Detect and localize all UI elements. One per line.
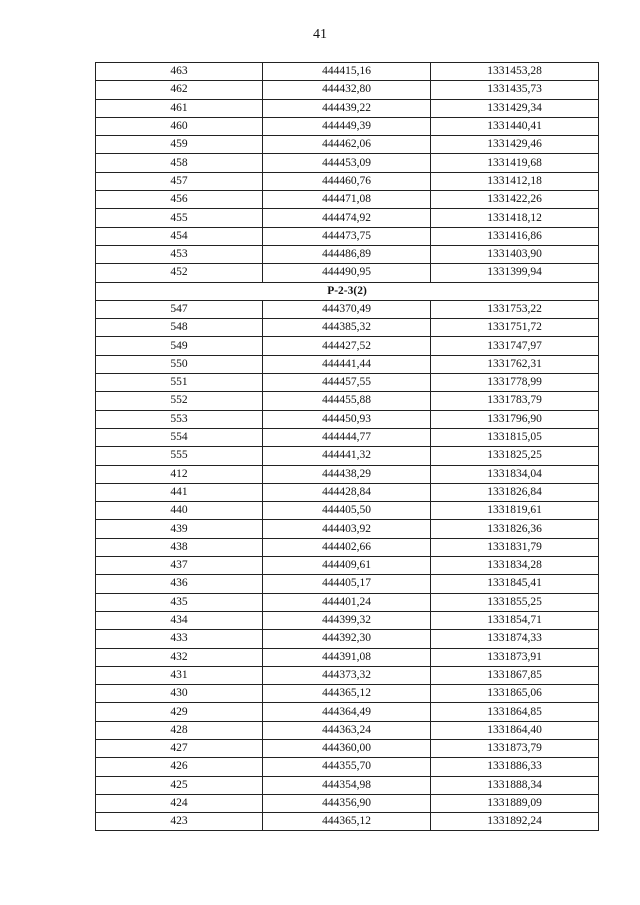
y-coordinate-cell: 1331864,85 bbox=[431, 703, 599, 721]
y-coordinate-cell: 1331854,71 bbox=[431, 611, 599, 629]
point-number-cell: 462 bbox=[96, 81, 263, 99]
point-number-cell: 550 bbox=[96, 355, 263, 373]
y-coordinate-cell: 1331892,24 bbox=[431, 813, 599, 831]
point-number-cell: 460 bbox=[96, 117, 263, 135]
x-coordinate-cell: 444473,75 bbox=[263, 227, 431, 245]
x-coordinate-cell: 444391,08 bbox=[263, 648, 431, 666]
table-row bbox=[96, 739, 599, 757]
y-coordinate-cell: 1331867,85 bbox=[431, 666, 599, 684]
y-coordinate-cell: 1331453,28 bbox=[431, 63, 599, 81]
x-coordinate-cell: 444403,92 bbox=[263, 520, 431, 538]
point-number-cell: 438 bbox=[96, 538, 263, 556]
y-coordinate-cell: 1331440,41 bbox=[431, 117, 599, 135]
point-number-cell: 431 bbox=[96, 666, 263, 684]
x-coordinate-cell: 444474,92 bbox=[263, 209, 431, 227]
point-number-cell: 456 bbox=[96, 191, 263, 209]
table-row bbox=[96, 557, 599, 575]
y-coordinate-cell: 1331815,05 bbox=[431, 428, 599, 446]
y-coordinate-cell: 1331834,28 bbox=[431, 557, 599, 575]
point-number-cell: 547 bbox=[96, 300, 263, 318]
table-row bbox=[96, 355, 599, 373]
y-coordinate-cell: 1331831,79 bbox=[431, 538, 599, 556]
x-coordinate-cell: 444444,77 bbox=[263, 428, 431, 446]
point-number-cell: 458 bbox=[96, 154, 263, 172]
x-coordinate-cell: 444462,06 bbox=[263, 136, 431, 154]
x-coordinate-cell: 444355,70 bbox=[263, 758, 431, 776]
x-coordinate-cell: 444439,22 bbox=[263, 99, 431, 117]
table-row bbox=[96, 611, 599, 629]
table-row bbox=[96, 154, 599, 172]
table-row bbox=[96, 392, 599, 410]
table-row bbox=[96, 776, 599, 794]
x-coordinate-cell: 444373,32 bbox=[263, 666, 431, 684]
y-coordinate-cell: 1331873,79 bbox=[431, 739, 599, 757]
x-coordinate-cell: 444365,12 bbox=[263, 813, 431, 831]
y-coordinate-cell: 1331751,72 bbox=[431, 319, 599, 337]
x-coordinate-cell: 444401,24 bbox=[263, 593, 431, 611]
table-row bbox=[96, 428, 599, 446]
point-number-cell: 452 bbox=[96, 264, 263, 282]
point-number-cell: 457 bbox=[96, 172, 263, 190]
point-number-cell: 426 bbox=[96, 758, 263, 776]
table-row bbox=[96, 191, 599, 209]
y-coordinate-cell: 1331819,61 bbox=[431, 502, 599, 520]
x-coordinate-cell: 444427,52 bbox=[263, 337, 431, 355]
table-row bbox=[96, 172, 599, 190]
table-row bbox=[96, 227, 599, 245]
table-row bbox=[96, 685, 599, 703]
point-number-cell: 429 bbox=[96, 703, 263, 721]
point-number-cell: 435 bbox=[96, 593, 263, 611]
table-row bbox=[96, 703, 599, 721]
x-coordinate-cell: 444460,76 bbox=[263, 172, 431, 190]
x-coordinate-cell: 444385,32 bbox=[263, 319, 431, 337]
section-title: Р-2-3(2) bbox=[96, 282, 599, 300]
x-coordinate-cell: 444428,84 bbox=[263, 483, 431, 501]
table-row bbox=[96, 666, 599, 684]
y-coordinate-cell: 1331429,34 bbox=[431, 99, 599, 117]
table-row bbox=[96, 721, 599, 739]
y-coordinate-cell: 1331429,46 bbox=[431, 136, 599, 154]
x-coordinate-cell: 444415,16 bbox=[263, 63, 431, 81]
point-number-cell: 432 bbox=[96, 648, 263, 666]
table-row bbox=[96, 319, 599, 337]
table-row bbox=[96, 648, 599, 666]
table-row bbox=[96, 483, 599, 501]
x-coordinate-cell: 444457,55 bbox=[263, 374, 431, 392]
point-number-cell: 424 bbox=[96, 794, 263, 812]
x-coordinate-cell: 444365,12 bbox=[263, 685, 431, 703]
table-row bbox=[96, 99, 599, 117]
table-row bbox=[96, 300, 599, 318]
point-number-cell: 436 bbox=[96, 575, 263, 593]
x-coordinate-cell: 444490,95 bbox=[263, 264, 431, 282]
table-row bbox=[96, 81, 599, 99]
y-coordinate-cell: 1331845,41 bbox=[431, 575, 599, 593]
y-coordinate-cell: 1331403,90 bbox=[431, 245, 599, 263]
point-number-cell: 552 bbox=[96, 392, 263, 410]
table-row bbox=[96, 117, 599, 135]
x-coordinate-cell: 444370,49 bbox=[263, 300, 431, 318]
y-coordinate-cell: 1331834,04 bbox=[431, 465, 599, 483]
table-row bbox=[96, 245, 599, 263]
coordinates-table bbox=[95, 62, 599, 831]
table-row bbox=[96, 209, 599, 227]
point-number-cell: 434 bbox=[96, 611, 263, 629]
y-coordinate-cell: 1331435,73 bbox=[431, 81, 599, 99]
table-row bbox=[96, 794, 599, 812]
y-coordinate-cell: 1331873,91 bbox=[431, 648, 599, 666]
x-coordinate-cell: 444486,89 bbox=[263, 245, 431, 263]
x-coordinate-cell: 444453,09 bbox=[263, 154, 431, 172]
table-row bbox=[96, 410, 599, 428]
x-coordinate-cell: 444392,30 bbox=[263, 630, 431, 648]
point-number-cell: 555 bbox=[96, 447, 263, 465]
table-row bbox=[96, 502, 599, 520]
y-coordinate-cell: 1331412,18 bbox=[431, 172, 599, 190]
table-row bbox=[96, 264, 599, 282]
x-coordinate-cell: 444471,08 bbox=[263, 191, 431, 209]
y-coordinate-cell: 1331825,25 bbox=[431, 447, 599, 465]
point-number-cell: 439 bbox=[96, 520, 263, 538]
point-number-cell: 548 bbox=[96, 319, 263, 337]
table-row bbox=[96, 374, 599, 392]
x-coordinate-cell: 444356,90 bbox=[263, 794, 431, 812]
section-header-row bbox=[96, 282, 599, 300]
y-coordinate-cell: 1331874,33 bbox=[431, 630, 599, 648]
point-number-cell: 454 bbox=[96, 227, 263, 245]
y-coordinate-cell: 1331865,06 bbox=[431, 685, 599, 703]
table-row bbox=[96, 136, 599, 154]
table-row bbox=[96, 520, 599, 538]
x-coordinate-cell: 444432,80 bbox=[263, 81, 431, 99]
y-coordinate-cell: 1331778,99 bbox=[431, 374, 599, 392]
table-row bbox=[96, 630, 599, 648]
x-coordinate-cell: 444364,49 bbox=[263, 703, 431, 721]
table-row bbox=[96, 538, 599, 556]
point-number-cell: 428 bbox=[96, 721, 263, 739]
x-coordinate-cell: 444409,61 bbox=[263, 557, 431, 575]
y-coordinate-cell: 1331889,09 bbox=[431, 794, 599, 812]
x-coordinate-cell: 444360,00 bbox=[263, 739, 431, 757]
x-coordinate-cell: 444455,88 bbox=[263, 392, 431, 410]
y-coordinate-cell: 1331796,90 bbox=[431, 410, 599, 428]
y-coordinate-cell: 1331416,86 bbox=[431, 227, 599, 245]
point-number-cell: 437 bbox=[96, 557, 263, 575]
y-coordinate-cell: 1331886,33 bbox=[431, 758, 599, 776]
point-number-cell: 455 bbox=[96, 209, 263, 227]
point-number-cell: 463 bbox=[96, 63, 263, 81]
y-coordinate-cell: 1331399,94 bbox=[431, 264, 599, 282]
y-coordinate-cell: 1331762,31 bbox=[431, 355, 599, 373]
point-number-cell: 553 bbox=[96, 410, 263, 428]
point-number-cell: 425 bbox=[96, 776, 263, 794]
y-coordinate-cell: 1331747,97 bbox=[431, 337, 599, 355]
page-number: 41 bbox=[313, 27, 327, 42]
table-row bbox=[96, 465, 599, 483]
y-coordinate-cell: 1331418,12 bbox=[431, 209, 599, 227]
y-coordinate-cell: 1331783,79 bbox=[431, 392, 599, 410]
x-coordinate-cell: 444441,44 bbox=[263, 355, 431, 373]
y-coordinate-cell: 1331422,26 bbox=[431, 191, 599, 209]
point-number-cell: 551 bbox=[96, 374, 263, 392]
y-coordinate-cell: 1331826,84 bbox=[431, 483, 599, 501]
y-coordinate-cell: 1331419,68 bbox=[431, 154, 599, 172]
x-coordinate-cell: 444450,93 bbox=[263, 410, 431, 428]
point-number-cell: 549 bbox=[96, 337, 263, 355]
y-coordinate-cell: 1331826,36 bbox=[431, 520, 599, 538]
x-coordinate-cell: 444449,39 bbox=[263, 117, 431, 135]
x-coordinate-cell: 444363,24 bbox=[263, 721, 431, 739]
point-number-cell: 441 bbox=[96, 483, 263, 501]
point-number-cell: 423 bbox=[96, 813, 263, 831]
point-number-cell: 440 bbox=[96, 502, 263, 520]
table-row bbox=[96, 575, 599, 593]
table-row bbox=[96, 63, 599, 81]
point-number-cell: 433 bbox=[96, 630, 263, 648]
point-number-cell: 430 bbox=[96, 685, 263, 703]
x-coordinate-cell: 444405,50 bbox=[263, 502, 431, 520]
x-coordinate-cell: 444405,17 bbox=[263, 575, 431, 593]
point-number-cell: 554 bbox=[96, 428, 263, 446]
x-coordinate-cell: 444441,32 bbox=[263, 447, 431, 465]
table-row bbox=[96, 813, 599, 831]
x-coordinate-cell: 444438,29 bbox=[263, 465, 431, 483]
point-number-cell: 427 bbox=[96, 739, 263, 757]
table-row bbox=[96, 447, 599, 465]
point-number-cell: 412 bbox=[96, 465, 263, 483]
table-row bbox=[96, 593, 599, 611]
x-coordinate-cell: 444399,32 bbox=[263, 611, 431, 629]
point-number-cell: 461 bbox=[96, 99, 263, 117]
table-row bbox=[96, 758, 599, 776]
x-coordinate-cell: 444354,98 bbox=[263, 776, 431, 794]
point-number-cell: 459 bbox=[96, 136, 263, 154]
y-coordinate-cell: 1331888,34 bbox=[431, 776, 599, 794]
table-row bbox=[96, 337, 599, 355]
y-coordinate-cell: 1331753,22 bbox=[431, 300, 599, 318]
coordinates-table-body bbox=[96, 63, 599, 831]
x-coordinate-cell: 444402,66 bbox=[263, 538, 431, 556]
y-coordinate-cell: 1331864,40 bbox=[431, 721, 599, 739]
point-number-cell: 453 bbox=[96, 245, 263, 263]
y-coordinate-cell: 1331855,25 bbox=[431, 593, 599, 611]
